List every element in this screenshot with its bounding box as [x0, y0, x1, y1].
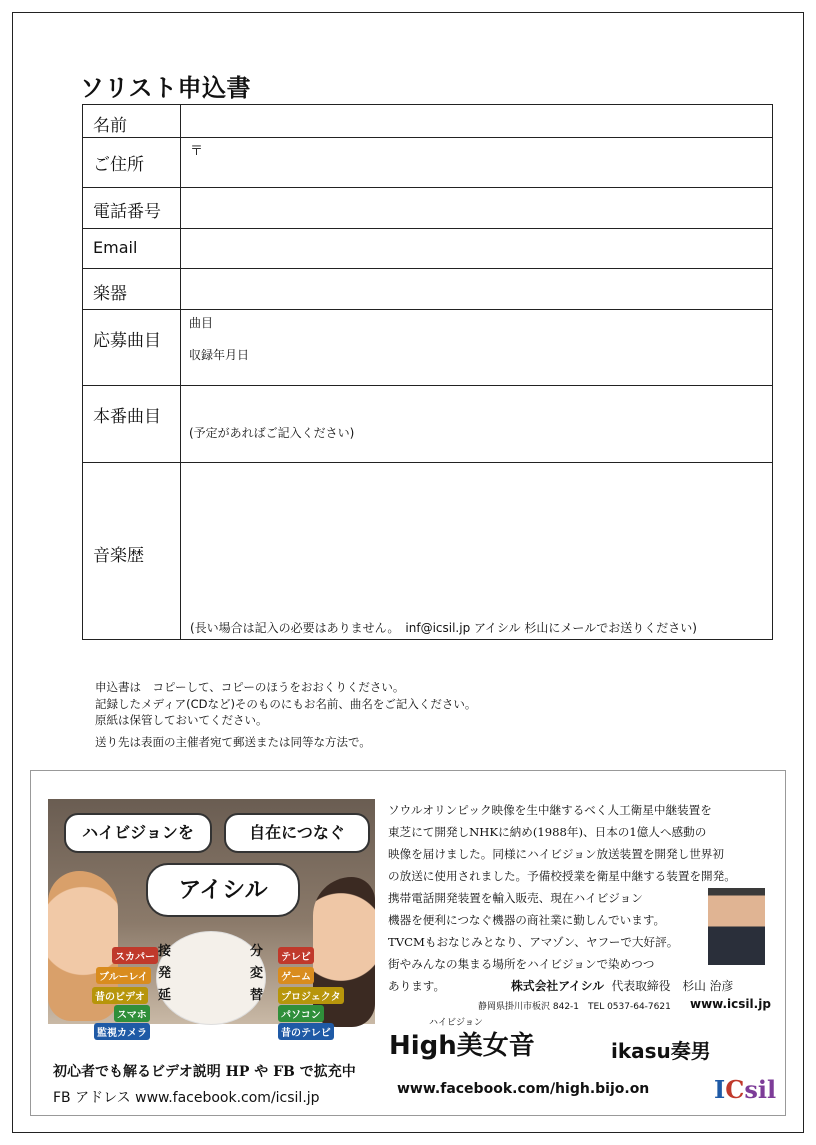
row-phone	[83, 188, 773, 229]
page-title: ソリスト申込書	[80, 74, 252, 102]
ikasu-logo: ikasu奏男	[611, 1039, 711, 1063]
row-career	[83, 463, 773, 640]
bubble-right: 自在につなぐ	[224, 813, 370, 853]
device-label: ブルーレイ	[96, 967, 151, 984]
row-name	[83, 105, 773, 138]
ad-text-line: 携帯電話開発装置を輸入販売、現在ハイビジョン	[388, 891, 643, 905]
ad-text-line: 東芝にて開発しNHKに納め(1988年)、日本の1億人へ感動の	[388, 825, 707, 839]
company-signature	[511, 977, 733, 994]
ad-text-line: TVCMもおなじみとなり、アマゾン、ヤフーで大好評。	[388, 935, 679, 949]
instrument-field[interactable]	[181, 269, 773, 310]
email-field[interactable]	[181, 229, 773, 269]
postal-mark: 〒	[190, 144, 204, 159]
icsil-logo: ICsil	[714, 1075, 777, 1104]
device-label: スマホ	[114, 1005, 150, 1022]
ad-text-line: あります。	[388, 979, 446, 993]
main-piece-note: (予定があればご記入ください)	[189, 426, 355, 440]
email-label: Email	[93, 238, 138, 257]
entry-piece-label: 応募曲目	[93, 331, 161, 351]
application-form	[82, 104, 773, 640]
company-name: 株式会社アイシル	[511, 979, 605, 993]
bubble-left: ハイビジョンを	[64, 813, 212, 853]
instructions	[95, 679, 476, 750]
ad-text-line: 映像を届けました。同様にハイビジョン放送装置を開発し世界初	[388, 847, 724, 861]
row-address	[83, 138, 773, 188]
company-role: 代表取締役 杉山 治彦	[611, 979, 734, 993]
site-url[interactable]: www.icsil.jp	[690, 997, 771, 1011]
career-field[interactable]	[181, 463, 773, 640]
phone-field[interactable]	[181, 188, 773, 229]
phone-label: 電話番号	[93, 202, 161, 222]
center-right-text: 分変替	[250, 944, 264, 1003]
logo-high-small: ハイビジョン	[429, 1018, 483, 1028]
logo-high-text: High美女音	[389, 1031, 535, 1061]
row-main-piece	[83, 386, 773, 463]
bubble-center: アイシル	[146, 863, 300, 917]
ceo-photo	[708, 888, 765, 965]
entry-piece-field[interactable]	[181, 310, 773, 386]
device-label: プロジェクタ	[278, 987, 344, 1004]
name-label: 名前	[93, 116, 127, 136]
high-bijo-on-logo	[389, 1018, 535, 1062]
device-label: 昔のビデオ	[92, 987, 148, 1004]
note-line: 記録したメディア(CDなど)そのものにもお名前、曲名をご記入ください。	[95, 696, 477, 711]
fb-address[interactable]: FB アドレス www.facebook.com/icsil.jp	[53, 1090, 320, 1106]
note-line: 原紙は保管しておいてください。	[95, 713, 268, 727]
device-label: スカパー	[112, 947, 158, 964]
main-piece-label: 本番曲目	[93, 407, 161, 427]
device-label: ゲーム	[278, 967, 314, 984]
career-label: 音楽歴	[93, 546, 144, 566]
ad-image	[48, 799, 375, 1039]
note-line: 申込書は コピーして、コピーのほうをおおくりください。	[95, 680, 405, 694]
company-address: 静岡県掛川市板沢 842-1 TEL 0537-64-7621	[478, 1002, 671, 1012]
ad-text-line: ソウルオリンピック映像を生中継するべく人工衛星中継装置を	[388, 803, 712, 817]
advertisement	[30, 770, 786, 1116]
ad-caption: 初心者でも解るビデオ説明 HP や FB で拡充中	[53, 1064, 356, 1080]
row-email	[83, 229, 773, 269]
address-field[interactable]	[181, 138, 773, 188]
row-instrument	[83, 269, 773, 310]
fb-url[interactable]: www.facebook.com/high.bijo.on	[397, 1081, 650, 1097]
main-piece-field[interactable]	[181, 386, 773, 463]
career-note: (長い場合は記入の必要はありません。 inf@icsil.jp アイシル 杉山にメールでお送りください)	[190, 621, 697, 635]
instrument-label: 楽器	[93, 284, 127, 304]
device-label: パソコン	[278, 1005, 324, 1022]
address-label: ご住所	[93, 155, 144, 175]
device-label: テレビ	[278, 947, 314, 964]
row-entry-piece	[83, 310, 773, 386]
ad-text-line: 街やみんなの集まる場所をハイビジョンで染めつつ	[388, 957, 655, 971]
device-label: 監視カメラ	[94, 1023, 150, 1040]
ad-text-line: の放送に使用されました。予備校授業を衛星中継する装置を開発。	[388, 869, 736, 883]
device-label: 昔のテレビ	[278, 1023, 334, 1040]
entry-piece-title: 曲目	[189, 316, 214, 330]
entry-piece-date: 収録年月日	[189, 348, 250, 362]
name-field[interactable]	[181, 105, 773, 138]
note-line: 送り先は表面の主催者宛て郵送または同等な方法で。	[95, 734, 371, 749]
ad-text-line: 機器を便利につなぐ機器の商社業に勤しんでいます。	[388, 913, 666, 927]
center-left-text: 接発延	[158, 944, 172, 1003]
